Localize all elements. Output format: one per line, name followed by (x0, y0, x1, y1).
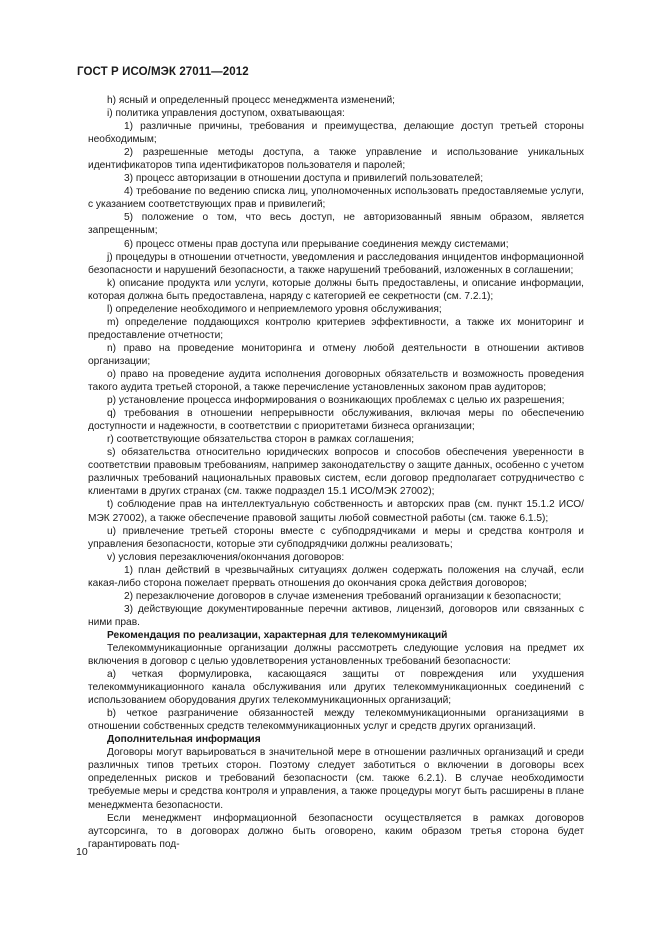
list-item: t) соблюдение прав на интеллектуальную собственность и авторских прав (см. пункт 15.1.2 ИСО/МЭК 27002), а также обеспечение правовой защиты любой совместной работы (см. также 6.1.5); (88, 499, 584, 524)
list-item: 4) требование по ведению списка лиц, уполномоченных использовать предоставляемые услуги, с указанием соответствующих прав и привилегий; (88, 186, 584, 211)
list-item: j) процедуры в отношении отчетности, уведомления и расследования инцидентов информационной безопасности и нарушений безопасности, а также нарушений требований, изложенных в соглашении; (88, 251, 584, 276)
page-number: 10 (76, 846, 88, 858)
paragraph: Если менеджмент информационной безопасности осуществляется в рамках договоров аутсорсинга, то в договорах должно быть оговорено, каким образом третья сторона будет гарантировать под- (88, 812, 584, 850)
list-item: u) привлечение третьей стороны вместе с субподрядчиками и меры и средства контроля и управления безопасности, которые эти субподрядчики должны реализовать; (88, 525, 584, 550)
section-heading: Дополнительная информация (107, 734, 261, 746)
document-body (88, 94, 584, 851)
document-header: ГОСТ Р ИСО/МЭК 27011—2012 (77, 66, 249, 78)
list-item: 6) процесс отмены прав доступа или прерывание соединения между системами; (124, 238, 509, 250)
list-item: m) определение поддающихся контролю критериев эффективности, а также их мониторинг и предоставление отчетности; (88, 316, 584, 341)
list-item: 3) действующие документированные перечни активов, лицензий, договоров или связанных с ними прав. (88, 603, 584, 628)
list-item: h) ясный и определенный процесс менеджмента изменений; (107, 95, 396, 106)
section-heading: Рекомендация по реализации, характерная для телекоммуникаций (107, 629, 448, 641)
list-item: p) установление процесса информирования о возникающих проблемах с целью их разрешения; (107, 395, 565, 407)
list-item: n) право на проведение мониторинга и отмену любой деятельности в отношении активов организации; (88, 342, 584, 367)
list-item: r) соответствующие обязательства сторон в рамках соглашения; (107, 434, 415, 446)
paragraph: Телекоммуникационные организации должны рассмотреть следующие условия на предмет их включения в договор с целью удовлетворения установленных требований безопасности: (88, 642, 584, 668)
list-item: 3) процесс авторизации в отношении доступа и привилегий пользователей; (124, 173, 484, 185)
list-item: 5) положение о том, что весь доступ, не авторизованный явным образом, является запрещенным; (88, 212, 584, 237)
list-item: a) четкая формулировка, касающаяся защиты от повреждения или ухудшения телекоммуникационного канала обслуживания или других телекоммуникационных соединений с использованием оборудования других телекоммуникационных организаций; (88, 669, 584, 707)
list-item: 2) перезаключение договоров в случае изменения требований организации к безопасности; (124, 590, 562, 602)
list-item: v) условия перезаключения/окончания договоров: (107, 551, 345, 563)
list-item: s) обязательства относительно юридических вопросов и способов обеспечения уверенности в соответствии правовым требованиям, например законодательству о защите данных, особенно с учетом различных требований национальных правовых систем, если договор предполагает сотрудничество с клиентами в других странах (см. также подраздел 15.1 ИСО/МЭК 27002); (88, 447, 584, 498)
list-item: b) четкое разграничение обязанностей между телекоммуникационными организациями в отношении собственных средств телекоммуникационных услуг и средств других организаций. (88, 708, 584, 733)
list-item: l) определение необходимого и неприемлемого уровня обслуживания; (107, 303, 442, 315)
paragraph: Договоры могут варьироваться в значительной мере в отношении различных организаций и среди различных типов третьих сторон. Поэтому следует заботиться о включении в договоры всех определенных рисков и требований безопасности (см. также 6.2.1). В случае необходимости требуемые меры и средства контроля и управления, а также процедуры могут быть расширены в плане менеджмента безопасности. (88, 747, 584, 811)
list-item: 1) план действий в чрезвычайных ситуациях должен содержать положения на случай, если какая-либо сторона пожелает прервать отношения до окончания срока действия договоров; (88, 564, 584, 589)
list-item: k) описание продукта или услуги, которые должны быть предоставлены, и описание информации, которая должна быть предоставлена, наряду с категорией ее секретности (см. 7.2.1); (88, 277, 584, 302)
list-item: o) право на проведение аудита исполнения договорных обязательств и возможность проведения такого аудита третьей стороной, а также перечисление установленных законом прав аудиторов; (88, 368, 584, 394)
list-item: 2) разрешенные методы доступа, а также управление и использование уникальных идентификаторов типа идентификаторов пользователя и паролей; (88, 147, 584, 172)
list-item: 1) различные причины, требования и преимущества, делающие доступ третьей стороны необходимым; (88, 121, 584, 146)
list-item: q) требования в отношении непрерывности обслуживания, включая меры по обеспечению доступности и надежности, в соответствии с приоритетами бизнеса организации; (88, 408, 584, 433)
list-item: i) политика управления доступом, охватывающая: (107, 108, 345, 120)
